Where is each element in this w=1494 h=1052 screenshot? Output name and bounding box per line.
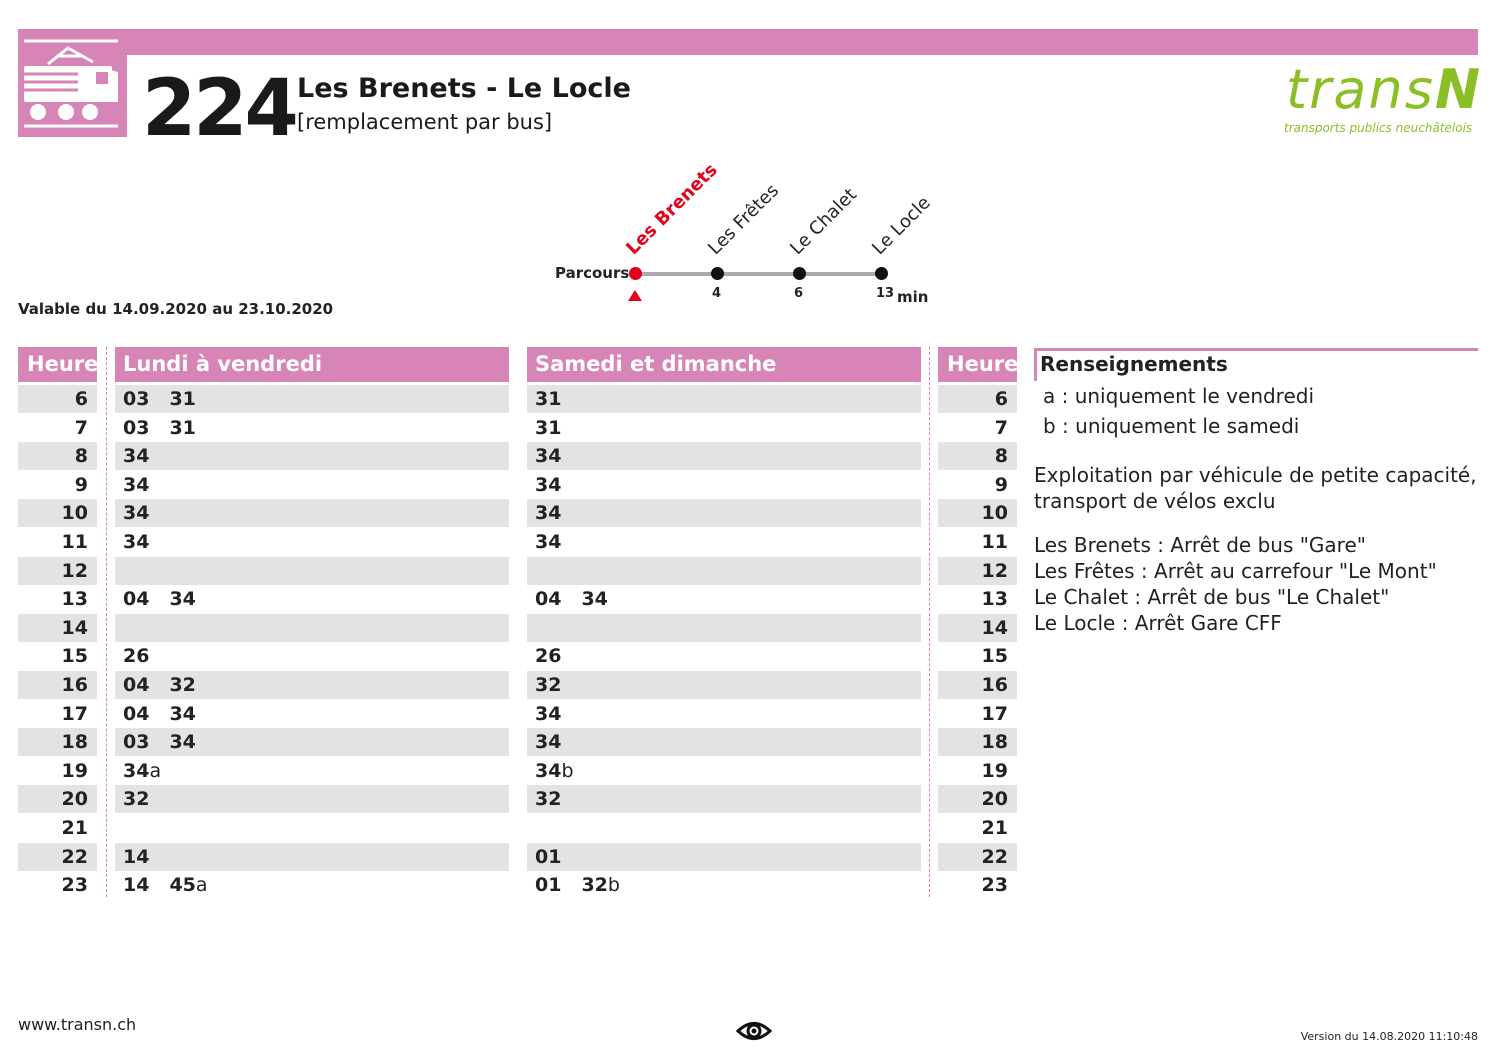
departures-cell bbox=[535, 414, 581, 442]
departures-cell bbox=[123, 442, 169, 470]
info-stop: Les Brenets : Arrêt de bus "Gare" bbox=[1034, 533, 1366, 557]
table-row bbox=[115, 843, 509, 871]
table-row bbox=[938, 471, 1017, 499]
table-row bbox=[527, 385, 921, 413]
minute-value: 34 bbox=[169, 731, 196, 753]
departures-cell bbox=[123, 585, 216, 613]
hour-cell: 15 bbox=[61, 645, 88, 667]
hour-cell: 22 bbox=[61, 846, 88, 868]
table-row bbox=[527, 499, 921, 527]
departure-minute bbox=[169, 585, 195, 613]
departures-cell bbox=[535, 528, 581, 556]
table-row bbox=[527, 814, 921, 842]
departures-cell bbox=[123, 414, 216, 442]
departures-cell bbox=[123, 700, 216, 728]
hour-cell: 22 bbox=[981, 846, 1008, 868]
departure-minute bbox=[169, 414, 195, 442]
route-line bbox=[635, 272, 881, 276]
hour-cell: 21 bbox=[61, 817, 88, 839]
departures-cell bbox=[123, 528, 169, 556]
transn-logo bbox=[1282, 58, 1482, 138]
table-row bbox=[115, 642, 509, 670]
header-band bbox=[18, 29, 1478, 55]
departure-minute bbox=[123, 499, 149, 527]
footnote-mark: b bbox=[607, 874, 620, 896]
departures-cell bbox=[123, 843, 169, 871]
table-row bbox=[115, 814, 509, 842]
table-row bbox=[527, 471, 921, 499]
weekday-header: Lundi à vendredi bbox=[115, 347, 509, 382]
table-row bbox=[527, 614, 921, 642]
hour-cell: 14 bbox=[61, 617, 88, 639]
table-row bbox=[938, 499, 1017, 527]
stop-marker bbox=[629, 267, 642, 280]
table-row bbox=[938, 843, 1017, 871]
stop-minutes: 13 bbox=[876, 286, 895, 301]
table-row bbox=[18, 471, 97, 499]
departure-minute bbox=[581, 871, 620, 899]
departure-minute bbox=[535, 528, 561, 556]
column-divider bbox=[106, 347, 107, 897]
logo-text: trans bbox=[1286, 58, 1435, 121]
departures-cell bbox=[123, 871, 228, 899]
hour-cell: 23 bbox=[981, 874, 1008, 896]
table-row bbox=[938, 814, 1017, 842]
departures-cell bbox=[535, 442, 581, 470]
line-number: 224 bbox=[142, 64, 296, 154]
stop-minutes: 4 bbox=[712, 286, 722, 301]
table-row bbox=[938, 871, 1017, 899]
departures-cell bbox=[123, 471, 169, 499]
minute-value: 34 bbox=[123, 760, 150, 782]
departures-cell bbox=[535, 700, 581, 728]
table-row bbox=[115, 700, 509, 728]
logo-text-bold: N bbox=[1434, 58, 1483, 121]
departure-minute bbox=[169, 728, 195, 756]
hour-cell: 17 bbox=[981, 703, 1008, 725]
start-arrow-icon bbox=[628, 290, 642, 301]
departures-cell bbox=[535, 843, 581, 871]
departures-cell bbox=[123, 728, 216, 756]
logo-subtitle: transports publics neuchâtelois bbox=[1284, 121, 1473, 135]
departure-minute bbox=[535, 642, 561, 670]
departure-minute bbox=[123, 471, 149, 499]
table-row bbox=[115, 757, 509, 785]
table-row bbox=[115, 871, 509, 899]
minute-value: 32 bbox=[123, 788, 150, 810]
minute-value: 34 bbox=[535, 703, 562, 725]
departure-minute bbox=[535, 585, 561, 613]
hour-cell: 14 bbox=[981, 617, 1008, 639]
departure-minute bbox=[535, 757, 574, 785]
hour-cell: 6 bbox=[994, 388, 1008, 410]
hour-cell: 8 bbox=[74, 445, 88, 467]
hour-cell: 23 bbox=[61, 874, 88, 896]
minute-value: 04 bbox=[123, 588, 150, 610]
minute-value: 32 bbox=[581, 874, 608, 896]
table-row bbox=[18, 528, 97, 556]
hour-cell: 12 bbox=[981, 560, 1008, 582]
info-exploitation: transport de vélos exclu bbox=[1034, 489, 1276, 513]
info-stop: Les Frêtes : Arrêt au carrefour "Le Mont" bbox=[1034, 559, 1437, 583]
table-row bbox=[18, 585, 97, 613]
info-exploitation: Exploitation par véhicule de petite capacité, bbox=[1034, 463, 1477, 487]
departure-minute bbox=[123, 585, 149, 613]
hour-header-right: Heure bbox=[938, 347, 1017, 382]
hour-cell: 7 bbox=[994, 417, 1008, 439]
departures-cell bbox=[123, 385, 216, 413]
hour-cell: 17 bbox=[61, 703, 88, 725]
departures-cell bbox=[123, 642, 169, 670]
table-row bbox=[18, 557, 97, 585]
minute-value: 34 bbox=[123, 445, 150, 467]
table-row bbox=[18, 785, 97, 813]
hour-cell: 13 bbox=[61, 588, 88, 610]
table-row bbox=[527, 700, 921, 728]
hour-cell: 13 bbox=[981, 588, 1008, 610]
minute-value: 31 bbox=[535, 388, 562, 410]
table-row bbox=[527, 585, 921, 613]
table-row bbox=[115, 557, 509, 585]
departure-minute bbox=[123, 843, 149, 871]
hour-cell: 20 bbox=[61, 788, 88, 810]
hour-cell: 19 bbox=[61, 760, 88, 782]
table-row bbox=[115, 614, 509, 642]
hour-cell: 18 bbox=[981, 731, 1008, 753]
minute-value: 45 bbox=[169, 874, 196, 896]
departure-minute bbox=[535, 471, 561, 499]
departure-minute bbox=[169, 700, 195, 728]
route-label: Parcours bbox=[555, 264, 630, 282]
table-row bbox=[527, 871, 921, 899]
hour-cell: 21 bbox=[981, 817, 1008, 839]
hour-cell: 10 bbox=[981, 502, 1008, 524]
hour-cell: 10 bbox=[61, 502, 88, 524]
departures-cell bbox=[535, 671, 581, 699]
info-stop: Le Chalet : Arrêt de bus "Le Chalet" bbox=[1034, 585, 1390, 609]
hour-cell: 9 bbox=[994, 474, 1008, 496]
route-min-unit: min bbox=[897, 288, 929, 306]
minute-value: 34 bbox=[123, 531, 150, 553]
minute-value: 03 bbox=[123, 417, 150, 439]
stop-minutes: 6 bbox=[794, 286, 804, 301]
departure-minute bbox=[123, 642, 149, 670]
info-header-bar bbox=[1034, 348, 1037, 381]
minute-value: 31 bbox=[535, 417, 562, 439]
minute-value: 26 bbox=[535, 645, 562, 667]
departure-minute bbox=[123, 785, 149, 813]
hour-cell: 6 bbox=[74, 388, 88, 410]
hour-cell: 9 bbox=[74, 474, 88, 496]
table-row bbox=[527, 642, 921, 670]
table-row bbox=[18, 499, 97, 527]
table-row bbox=[938, 385, 1017, 413]
table-row bbox=[938, 585, 1017, 613]
departure-minute bbox=[123, 414, 149, 442]
hour-cell: 16 bbox=[61, 674, 88, 696]
table-row bbox=[18, 442, 97, 470]
stop-marker bbox=[793, 267, 806, 280]
departures-cell bbox=[535, 499, 581, 527]
minute-value: 34 bbox=[535, 445, 562, 467]
table-row bbox=[527, 757, 921, 785]
departure-minute bbox=[535, 414, 561, 442]
table-row bbox=[115, 471, 509, 499]
hour-cell: 7 bbox=[74, 417, 88, 439]
departure-minute bbox=[535, 700, 561, 728]
departure-minute bbox=[169, 871, 207, 899]
table-row bbox=[115, 385, 509, 413]
table-row bbox=[18, 843, 97, 871]
departures-cell bbox=[123, 671, 216, 699]
table-row bbox=[18, 414, 97, 442]
table-row bbox=[938, 614, 1017, 642]
table-row bbox=[115, 728, 509, 756]
table-row bbox=[527, 414, 921, 442]
minute-value: 34 bbox=[123, 474, 150, 496]
hour-cell: 11 bbox=[981, 531, 1008, 553]
minute-value: 04 bbox=[123, 674, 150, 696]
info-header-line bbox=[1034, 348, 1478, 351]
minute-value: 14 bbox=[123, 846, 150, 868]
hour-cell: 20 bbox=[981, 788, 1008, 810]
table-row bbox=[115, 442, 509, 470]
departure-minute bbox=[535, 728, 561, 756]
departure-minute bbox=[581, 585, 607, 613]
table-row bbox=[527, 442, 921, 470]
minute-value: 34 bbox=[169, 703, 196, 725]
table-row bbox=[527, 528, 921, 556]
minute-value: 34 bbox=[535, 502, 562, 524]
departures-cell bbox=[123, 785, 169, 813]
table-row bbox=[18, 614, 97, 642]
website-link[interactable]: www.transn.ch bbox=[18, 1015, 137, 1034]
minute-value: 03 bbox=[123, 388, 150, 410]
departures-cell bbox=[123, 499, 169, 527]
table-row bbox=[938, 785, 1017, 813]
table-row bbox=[938, 757, 1017, 785]
table-row bbox=[115, 414, 509, 442]
info-note: b : uniquement le samedi bbox=[1043, 414, 1300, 438]
table-row bbox=[938, 528, 1017, 556]
table-row bbox=[938, 642, 1017, 670]
minute-value: 14 bbox=[123, 874, 150, 896]
info-stop: Le Locle : Arrêt Gare CFF bbox=[1034, 611, 1282, 635]
line-title: Les Brenets - Le Locle bbox=[297, 73, 631, 104]
train-icon bbox=[18, 36, 127, 137]
table-row bbox=[115, 671, 509, 699]
minute-value: 26 bbox=[123, 645, 150, 667]
route-diagram bbox=[540, 159, 960, 315]
stop-name: Le Chalet bbox=[786, 184, 861, 259]
departure-minute bbox=[123, 528, 149, 556]
departures-cell bbox=[535, 757, 594, 785]
table-row bbox=[18, 728, 97, 756]
departure-minute bbox=[169, 385, 195, 413]
hour-cell: 19 bbox=[981, 760, 1008, 782]
table-row bbox=[527, 843, 921, 871]
footnote-mark: a bbox=[149, 760, 162, 782]
hour-cell: 12 bbox=[61, 560, 88, 582]
minute-value: 32 bbox=[535, 788, 562, 810]
table-row bbox=[18, 814, 97, 842]
table-row bbox=[18, 642, 97, 670]
minute-value: 32 bbox=[169, 674, 196, 696]
stop-name: Le Locle bbox=[868, 192, 935, 259]
departure-minute bbox=[169, 671, 195, 699]
version-stamp: Version du 14.08.2020 11:10:48 bbox=[1300, 1030, 1478, 1043]
table-row bbox=[938, 442, 1017, 470]
minute-value: 01 bbox=[535, 846, 562, 868]
stop-marker bbox=[711, 267, 724, 280]
departure-minute bbox=[535, 871, 561, 899]
hour-cell: 16 bbox=[981, 674, 1008, 696]
footnote-mark: b bbox=[561, 760, 574, 782]
minute-value: 04 bbox=[123, 703, 150, 725]
column-divider bbox=[929, 347, 930, 897]
table-row bbox=[18, 871, 97, 899]
table-row bbox=[18, 385, 97, 413]
hour-header-left: Heure bbox=[18, 347, 97, 382]
departure-minute bbox=[123, 871, 149, 899]
minute-value: 34 bbox=[535, 731, 562, 753]
departure-minute bbox=[535, 499, 561, 527]
table-row bbox=[938, 414, 1017, 442]
table-row bbox=[115, 785, 509, 813]
table-row bbox=[938, 728, 1017, 756]
departures-cell bbox=[535, 471, 581, 499]
table-row bbox=[18, 671, 97, 699]
minute-value: 34 bbox=[169, 588, 196, 610]
departure-minute bbox=[123, 757, 161, 785]
minute-value: 01 bbox=[535, 874, 562, 896]
stop-marker bbox=[875, 267, 888, 280]
departures-cell bbox=[535, 642, 581, 670]
minute-value: 03 bbox=[123, 731, 150, 753]
departures-cell bbox=[535, 785, 581, 813]
departure-minute bbox=[123, 442, 149, 470]
table-row bbox=[938, 671, 1017, 699]
hour-cell: 11 bbox=[61, 531, 88, 553]
minute-value: 04 bbox=[535, 588, 562, 610]
minute-value: 32 bbox=[535, 674, 562, 696]
hour-cell: 8 bbox=[994, 445, 1008, 467]
table-row bbox=[527, 671, 921, 699]
departure-minute bbox=[535, 843, 561, 871]
table-row bbox=[527, 728, 921, 756]
departures-cell bbox=[535, 871, 640, 899]
table-row bbox=[18, 757, 97, 785]
minute-value: 34 bbox=[535, 760, 562, 782]
minute-value: 34 bbox=[535, 531, 562, 553]
departures-cell bbox=[123, 757, 181, 785]
info-title: Renseignements bbox=[1040, 352, 1228, 376]
table-row bbox=[938, 700, 1017, 728]
weekend-header: Samedi et dimanche bbox=[527, 347, 921, 382]
departure-minute bbox=[123, 385, 149, 413]
minute-value: 34 bbox=[535, 474, 562, 496]
hour-cell: 15 bbox=[981, 645, 1008, 667]
departure-minute bbox=[123, 671, 149, 699]
table-row bbox=[527, 785, 921, 813]
hour-cell: 18 bbox=[61, 731, 88, 753]
footnote-mark: a bbox=[195, 874, 208, 896]
table-row bbox=[115, 585, 509, 613]
departures-cell bbox=[535, 728, 581, 756]
eye-icon bbox=[736, 1018, 772, 1044]
departure-minute bbox=[535, 385, 561, 413]
departure-minute bbox=[535, 671, 561, 699]
departures-cell bbox=[535, 385, 581, 413]
stop-name: Les Brenets bbox=[622, 159, 722, 259]
line-subtitle: [remplacement par bus] bbox=[297, 110, 553, 134]
departure-minute bbox=[123, 728, 149, 756]
table-row bbox=[115, 499, 509, 527]
table-row bbox=[527, 557, 921, 585]
stop-name: Les Frêtes bbox=[704, 180, 784, 259]
table-row bbox=[938, 557, 1017, 585]
minute-value: 34 bbox=[581, 588, 608, 610]
minute-value: 31 bbox=[169, 388, 196, 410]
minute-value: 34 bbox=[123, 502, 150, 524]
departure-minute bbox=[535, 785, 561, 813]
validity-period: Valable du 14.09.2020 au 23.10.2020 bbox=[18, 300, 334, 318]
minute-value: 31 bbox=[169, 417, 196, 439]
info-note: a : uniquement le vendredi bbox=[1043, 384, 1315, 408]
departure-minute bbox=[535, 442, 561, 470]
departure-minute bbox=[123, 700, 149, 728]
table-row bbox=[115, 528, 509, 556]
departures-cell bbox=[535, 585, 628, 613]
table-row bbox=[18, 700, 97, 728]
